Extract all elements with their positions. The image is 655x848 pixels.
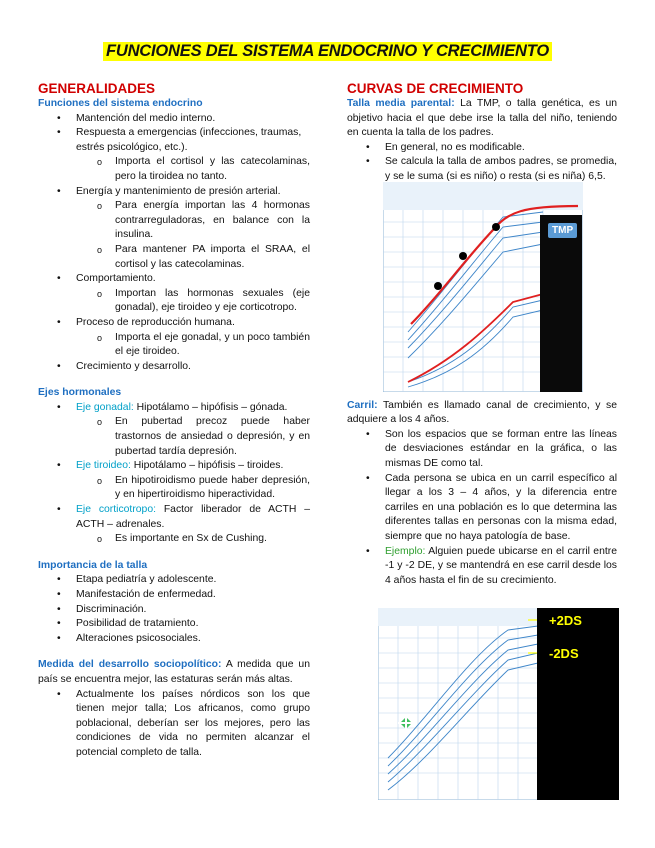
eje-tiroideo-text: Hipotálamo – hipófisis – tiroides.	[130, 460, 284, 472]
list-subitem: o Importan las hormonas sexuales (eje gonadal), eje tiroideo y eje corticotropo.	[38, 287, 310, 316]
ejemplo-text: Alguien puede ubicarse en el carril entre -1 y -2 DE, y se mantendrá en ese carril desde los 4 años hasta el fin de su crecimiento.	[385, 545, 617, 586]
list-item: • Energía y mantenimiento de presión arterial.	[38, 185, 310, 200]
list-subitem: o Para mantener PA importa el SRAA, el cortisol y las catecolaminas.	[38, 243, 310, 272]
funciones-subheading: Funciones del sistema endocrino	[38, 98, 203, 109]
eje-gonadal-text: Hipotálamo – hipófisis – gónada.	[133, 401, 288, 413]
list-subitem: o Importa el cortisol y las catecolaminas, pero la tiroidea no tanto.	[38, 155, 310, 184]
minus-2ds-label: -2DS	[549, 646, 579, 661]
talla-list	[38, 573, 310, 646]
list-item: • Son los espacios que se forman entre las líneas de desviaciones estándar en la gráfica, o las mismas DE como tal.	[347, 428, 617, 472]
page-title-wrap	[0, 42, 655, 61]
carril-list	[347, 428, 617, 589]
list-subitem: o Importa el eje gonadal, y un poco también el eje tiroideo.	[38, 331, 310, 360]
eje-corticotropo-label: Eje corticotropo:	[76, 504, 157, 516]
chart2-side-panel	[537, 608, 619, 800]
talla-subheading: Importancia de la talla	[38, 559, 148, 571]
list-item: • Posibilidad de tratamiento.	[38, 617, 310, 632]
list-item: • Cada persona se ubica en un carril específico al llegar a los 3 – 4 años, y la diferencia entre carriles en una población es lo que determina las diferentes tallas en personas con la misma edad, siempre que no haya patología de base.	[347, 472, 617, 545]
carril-paragraph	[347, 399, 617, 428]
page-title: FUNCIONES DEL SISTEMA ENDOCRINO Y CRECIMIENTO	[103, 42, 552, 61]
ejes-subheading: Ejes hormonales	[38, 387, 122, 399]
list-subitem: o Es importante en Sx de Cushing.	[38, 532, 310, 547]
list-item: • Comportamiento.	[38, 272, 310, 287]
talla-parental-list	[347, 141, 617, 185]
eje-gonadal-label: Eje gonadal:	[76, 401, 134, 413]
list-subitem: o En hipotiroidismo puede haber depresión, y en hipertiroidismo hiperactividad.	[38, 474, 310, 503]
ejes-list	[38, 401, 310, 547]
list-item: • Proceso de reproducción humana.	[38, 316, 310, 331]
talla-parental-text: La TMP, o talla genética, es un objetivo hacia el que debe irse la talla del niño, teniendo en cuenta la talla de los padres.	[347, 98, 618, 139]
list-item: • Etapa pediatría y adolescente.	[38, 573, 310, 588]
ejemplo-item	[347, 545, 617, 589]
list-item: • Crecimiento y desarrollo.	[38, 360, 310, 375]
talla-parental-paragraph	[347, 97, 617, 141]
funciones-list	[38, 112, 310, 375]
list-item: • Manifestación de enfermedad.	[38, 588, 310, 603]
tmp-tag: TMP	[548, 223, 577, 238]
list-subitem: o Para energía importan las 4 hormonas contrarreguladoras, en balance con la insulina.	[38, 199, 310, 243]
generalidades-heading: GENERALIDADES	[38, 81, 156, 96]
growth-chart-carril-image	[378, 608, 538, 800]
medida-list	[38, 688, 310, 761]
carril-text: También es llamado canal de crecimiento, y se adquiere a los 4 años.	[347, 399, 617, 426]
talla-parental-label: Talla media parental:	[347, 98, 455, 109]
eje-corticotropo-text: Factor liberador de ACTH – ACTH – adrenales.	[76, 504, 310, 530]
list-item: • Respuesta a emergencias (infecciones, traumas, estrés psicológico, etc.).	[38, 126, 310, 155]
list-item: • En general, no es modificable.	[347, 141, 617, 156]
carril-label: Carril:	[347, 399, 378, 411]
list-item: • Se calcula la talla de ambos padres, se promedia, y se le suma (si es niño) o resta (si es niña) 6,5.	[347, 155, 617, 184]
ejemplo-label: Ejemplo:	[385, 545, 426, 557]
list-item: • Alteraciones psicosociales.	[38, 632, 310, 647]
list-item: • Actualmente los países nórdicos son los que tienen mejor talla; Los africanos, como grupo poblacional, deberían ser los mejores, pero las condiciones de vida no permiten alcanzar el potencial completo de talla.	[38, 688, 310, 761]
eje-gonadal-item	[38, 401, 310, 416]
left-column	[38, 80, 310, 761]
medida-label: Medida del desarrollo sociopolítico:	[38, 659, 222, 671]
list-subitem: o En pubertad precoz puede haber trastornos de ansiedad o depresión, y en pubertad tardía depresión.	[38, 415, 310, 459]
list-item: • Discriminación.	[38, 603, 310, 618]
plus-2ds-label: +2DS	[549, 613, 582, 628]
eje-tiroideo-item	[38, 459, 310, 474]
medida-paragraph	[38, 658, 310, 687]
eje-corticotropo-item	[38, 503, 310, 532]
curvas-heading: CURVAS DE CRECIMIENTO	[347, 81, 524, 96]
list-item: • Mantención del medio interno.	[38, 112, 310, 127]
medida-text: A medida que un país se encuentra mejor, las estaturas serán más altas.	[38, 659, 310, 685]
chart1-side-panel	[540, 215, 582, 392]
eje-tiroideo-label: Eje tiroideo:	[76, 460, 131, 472]
